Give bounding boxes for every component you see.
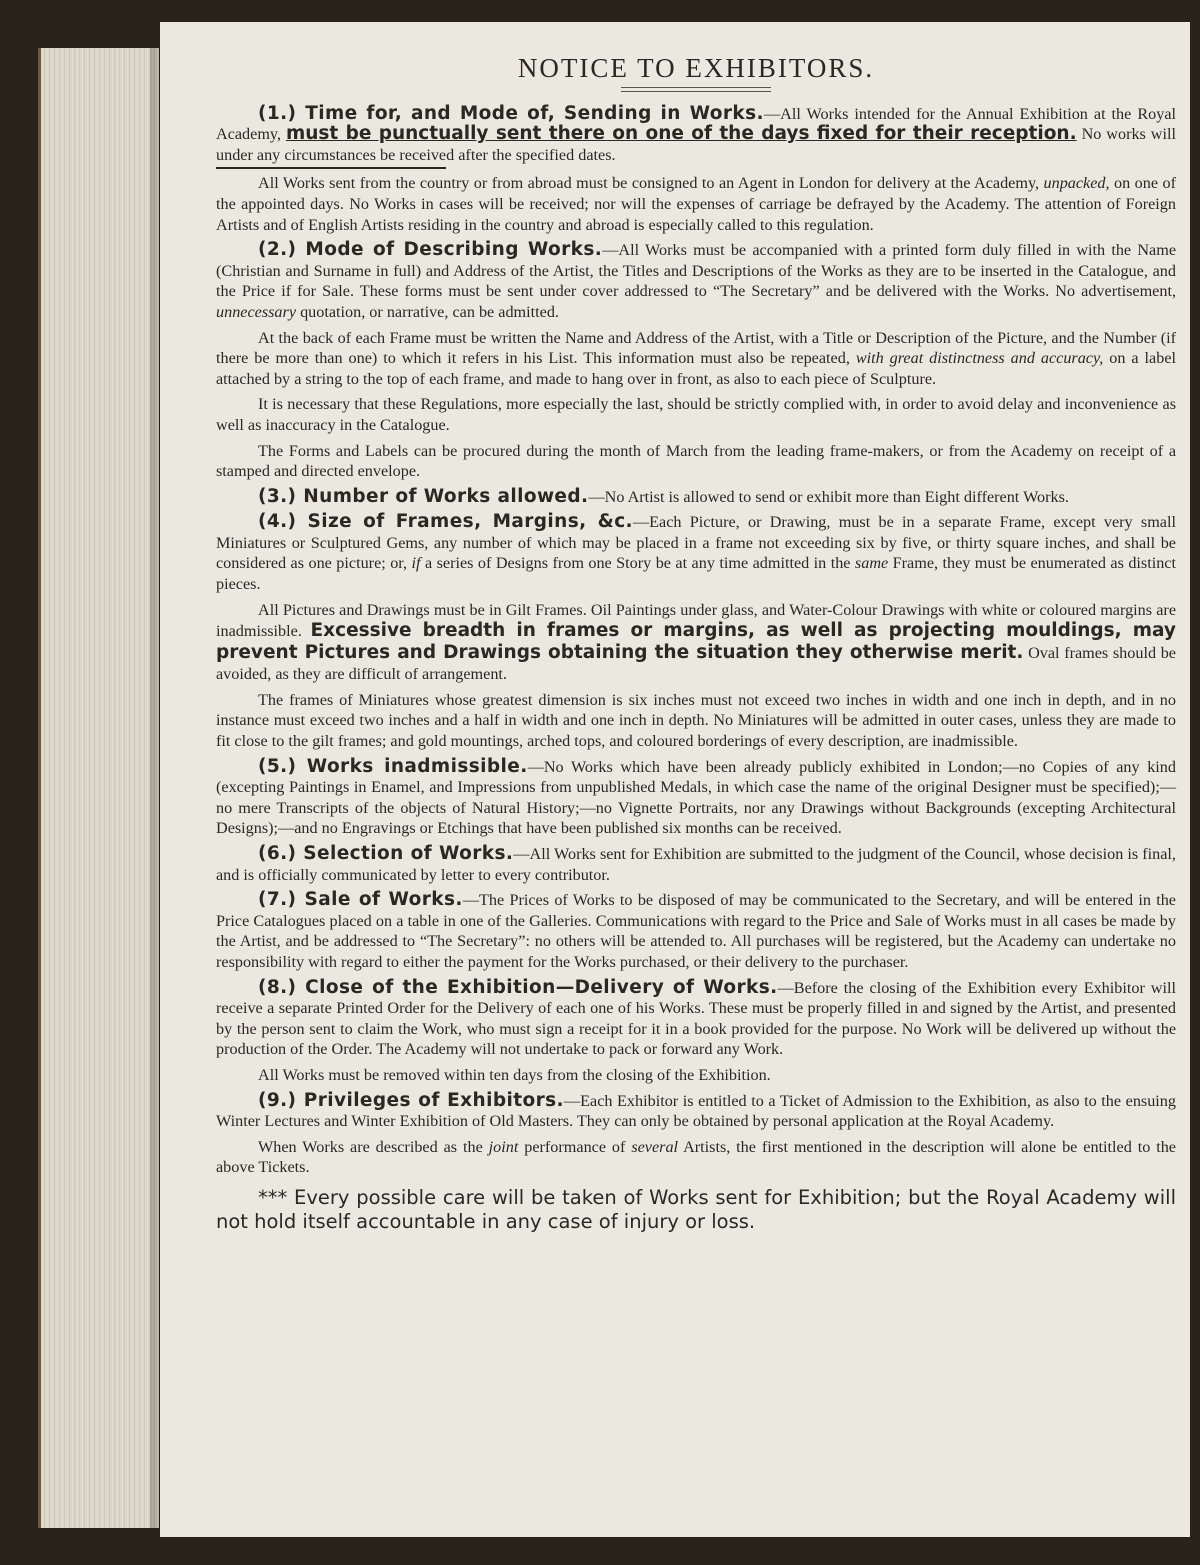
italic-text: if: [411, 554, 421, 573]
section-1: [216, 104, 1176, 166]
section-1-heading: (1.) Time for, and Mode of, Sending in Works.: [258, 102, 764, 124]
section-6-heading: (6.) Selection of Works.: [258, 843, 514, 864]
text: —All Works sent for Exhibition are submitted to the judgment of the Council, whose decision is final, and is officially communicated by letter to every contributor.: [216, 845, 1176, 884]
book-page: [160, 22, 1190, 1537]
text: on a label attached by a string to the top of each frame, and made to hang over in front, as also to each piece of Sculpture.: [216, 349, 1177, 388]
section-4: [216, 512, 1176, 594]
section-4-para-2: [216, 600, 1176, 685]
text: All Pictures and Drawings must be in Gilt Frames. Oil Paintings under glass, and Water-Colour Drawings with white or coloured margins are inadmissible.: [216, 600, 1176, 641]
section-1-rule: [216, 167, 446, 169]
book-fore-edge: [38, 48, 159, 1528]
text: —All Works must be accompanied with a printed form duly filled in with the Name (Christian and Surname in full) and Address of the Artist, the Titles and Descriptions of the Works as they are to be inserted in the Catalogue, and the Price if for Sale. These forms must be sent under cover addressed to “The Secretary” and be delivered with the Works. No advertisement,: [216, 241, 1176, 301]
section-1-text-2: No works will under any circumstances be received after the specified dates.: [216, 125, 1176, 164]
section-9-para-2: [216, 1137, 1176, 1178]
italic-text: joint: [488, 1137, 519, 1156]
section-2-heading: (2.) Mode of Describing Works.: [258, 239, 603, 261]
text: —Each Exhibitor is entitled to a Ticket of Admission to the Exhibition, as also to the ensuing Winter Lectures and Winter Exhibition of Old Masters. They can only be obtained by personal application at the Royal Academy.: [216, 1091, 1176, 1131]
section-4-para-3: The frames of Miniatures whose greatest dimension is six inches must not exceed two inches in width and one inch in depth, and in no instance must exceed two inches and a half in width and one inch in depth. No Miniatures will be admitted in outer cases, unless they are made to fit close to the gilt frames; and gold mountings, arched tops, and coloured borderings of every description, are inadmissible.: [216, 690, 1176, 751]
page-title: NOTICE TO EXHIBITORS.: [517, 53, 875, 83]
text: Oval frames should be avoided, as they are difficult of arrangement.: [216, 644, 1176, 684]
section-2: [216, 240, 1176, 322]
text: When Works are described as the: [258, 1137, 489, 1156]
text: —Each Picture, or Drawing, must be in a separate Frame, except very small Miniatures or Sculptured Gems, any number of which may be placed in a frame not exceeding six by five, or thirty square inches, and shall be considered as one picture; or,: [216, 513, 1176, 573]
text: At the back of each Frame must be written the Name and Address of the Artist, with a Title or Description of the Picture, and the Number (if there be more than one) to which it refers in his List. This information must also be repeated,: [216, 328, 1176, 368]
italic-text: same: [854, 554, 889, 573]
section-5-heading: (5.) Works inadmissible.: [258, 755, 528, 777]
italic-text: several: [631, 1137, 679, 1156]
section-3-heading: (3.) Number of Works allowed.: [258, 485, 589, 507]
text: —No Works which have been already publicly exhibited in London;—no Copies of any kind (excepting Paintings in Enamel, and Impressions from unpublished Medals, in which case the name of the original Designer must be specified);—no mere Transcripts of the objects of Natural History;—no Vignette Portraits, nor any Drawings without Backgrounds (excepting Architectural Designs);—and no Engravings or Etchings that have been published six months can be received.: [216, 757, 1176, 838]
text: a series of Designs from one Story be at any time admitted in the: [420, 554, 855, 573]
section-2-para-3: It is necessary that these Regulations, more especially the last, should be strictly complied with, in order to avoid delay and inconvenience as well as inaccuracy in the Catalogue.: [216, 395, 1176, 434]
section-2-para-2: [216, 328, 1176, 390]
italic-text: unnecessary: [216, 302, 297, 321]
text: All Works sent from the country or from abroad must be consigned to an Agent in London for delivery at the Academy,: [258, 174, 1044, 193]
text: —No Artist is allowed to send or exhibit more than Eight different Works.: [588, 487, 1069, 506]
section-8: [216, 978, 1176, 1060]
section-9-heading: (9.) Privileges of Exhibitors.: [258, 1089, 564, 1111]
section-2-para-4: The Forms and Labels can be procured during the month of March from the leading frame-makers, or from the Academy on receipt of a stamped and directed envelope.: [216, 441, 1176, 481]
section-6: [216, 844, 1176, 885]
section-9: [216, 1091, 1176, 1132]
page-content: [216, 53, 1177, 1239]
text: quotation, or narrative, can be admitted.: [296, 302, 559, 321]
section-4-emphasis: Excessive breadth in frames or margins, as well as projecting mouldings, may prevent Pictures and Drawings obtaining the situation they otherwise merit.: [216, 620, 1176, 664]
italic-text: unpacked,: [1043, 174, 1110, 193]
text: Frame, they must be enumerated as distinct pieces.: [216, 554, 1176, 594]
italic-text: with great distinctness and accuracy,: [855, 349, 1104, 368]
text: Artists, the first mentioned in the description will alone be entitled to the above Tickets.: [216, 1137, 1176, 1177]
section-8-heading: (8.) Close of the Exhibition—Delivery of Works.: [258, 976, 778, 998]
text: —Before the closing of the Exhibition every Exhibitor will receive a separate Printed Order for the Delivery of each one of his Works. These must be properly filled in and signed by the Artist, and presented by the person sent to claim the Work, who must sign a receipt for it in a book provided for the purpose. No Work will be delivered up without the production of the Order. The Academy will not undertake to pack or forward any Work.: [216, 978, 1176, 1059]
text: on one of the appointed days. No Works in cases will be received; nor will the expenses of carriage be defrayed by the Academy. The attention of Foreign Artists and of English Artists residing in the country and abroad is especially called to this regulation.: [216, 174, 1177, 234]
section-7: [216, 890, 1176, 972]
section-3: [216, 487, 1176, 508]
text: performance of: [518, 1137, 632, 1156]
final-notice: *** Every possible care will be taken of Works sent for Exhibition; but the Royal Academy will not hold itself accountable in any case of injury or loss.: [216, 1185, 1176, 1233]
title-rule: [621, 87, 771, 92]
section-8-para-2: All Works must be removed within ten days from the closing of the Exhibition.: [258, 1065, 771, 1084]
section-4-heading: (4.) Size of Frames, Margins, &c.: [258, 511, 633, 533]
section-1-text: —All Works intended for the Annual Exhibition at the Royal Academy,: [216, 104, 1176, 144]
text: —The Prices of Works to be disposed of may be communicated to the Secretary, and will be entered in the Price Catalogues placed on a table in one of the Galleries. Communications with regard to the Price and Sale of Works must in all cases be made by the Artist, and be addressed to “The Secretary”: no others will be attended to. All purchases will be registered, but the Academy can undertake no responsibility with regard to either the payment for the Works purchased, or their delivery to the purchaser.: [216, 891, 1176, 971]
section-1-emphasis: must be punctually sent there on one of the days fixed for their reception.: [285, 123, 1077, 145]
section-5: [216, 757, 1176, 839]
section-1-para-2: [216, 173, 1176, 235]
section-7-heading: (7.) Sale of Works.: [258, 889, 463, 911]
